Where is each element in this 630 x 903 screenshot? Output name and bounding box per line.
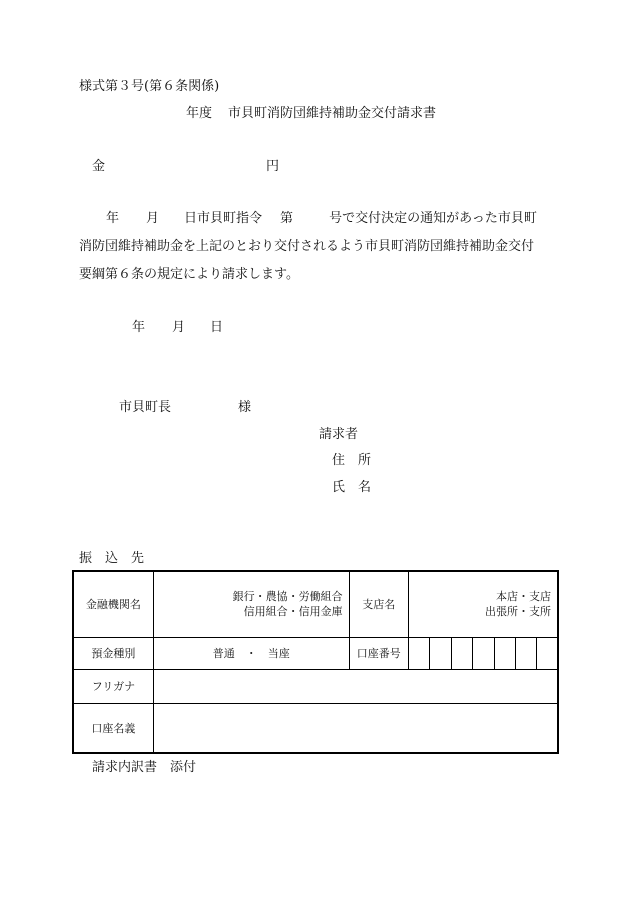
deposit-row — [73, 637, 558, 669]
body-text-1: 号で交付決定の通知があった市貝町 — [329, 211, 537, 226]
bank-row — [73, 571, 558, 637]
amount-unit: 円 — [266, 159, 280, 174]
account-holder-label: 口座名義 — [73, 703, 153, 753]
addressee — [119, 400, 251, 416]
bank-types-line-1: 銀行・農協・労働組合 — [232, 590, 343, 604]
account-digit-cell — [408, 637, 429, 669]
date-year: 年 — [132, 320, 146, 335]
account-holder-row — [73, 703, 558, 753]
account-number-label: 口座番号 — [349, 637, 408, 669]
body-day-prefix: 日市貝町指令 — [184, 211, 263, 226]
account-digit-cell — [429, 637, 451, 669]
branch-types — [408, 571, 558, 637]
addressee-honorific: 様 — [238, 400, 252, 415]
body-line-2: 消防団維持補助金を上記のとおり交付されるよう市貝町消防団維持補助金交付 — [79, 239, 535, 254]
body-line-1 — [106, 211, 537, 227]
account-digit-cell — [516, 637, 537, 669]
date-day: 日 — [210, 320, 224, 335]
date-month: 月 — [172, 320, 186, 335]
body-month: 月 — [146, 211, 160, 226]
account-digit-cell — [452, 637, 473, 669]
body-year: 年 — [106, 211, 120, 226]
deposit-type-label: 預金種別 — [73, 637, 153, 669]
account-digit-cell — [495, 637, 516, 669]
bank-account-table — [72, 570, 559, 754]
account-digit-cell — [473, 637, 495, 669]
branch-types-line-2: 出張所・支所 — [485, 605, 551, 619]
branch-label: 支店名 — [349, 571, 408, 637]
furigana-row — [73, 669, 558, 703]
bank-types-line-2: 信用組合・信用金庫 — [243, 605, 343, 619]
date-line — [132, 320, 223, 336]
furigana-value — [153, 669, 558, 703]
body-line-3: 要綱第６条の規定により請求します。 — [79, 267, 299, 282]
deposit-types: 普通 ・ 当座 — [153, 637, 349, 669]
requester-name-label: 氏 名 — [332, 480, 372, 495]
form-number: 様式第３号(第６条関係) — [79, 79, 220, 94]
addressee-name: 市貝町長 — [119, 400, 172, 415]
account-digit-cell — [537, 637, 558, 669]
requester-label: 請求者 — [319, 427, 359, 442]
bank-label: 金融機関名 — [73, 571, 153, 637]
title-year: 年度 — [186, 106, 213, 121]
amount-label: 金 — [92, 159, 106, 174]
document-title — [186, 106, 436, 122]
branch-types-line-1: 本店・支店 — [496, 590, 551, 604]
body-number-label: 第 — [280, 211, 294, 226]
account-holder-value — [153, 703, 558, 753]
transfer-heading: 振 込 先 — [79, 551, 145, 566]
furigana-label: フリガナ — [73, 669, 153, 703]
requester-address-label: 住 所 — [332, 453, 372, 468]
attachment-note: 請求内訳書 添付 — [92, 760, 197, 775]
title-text: 市貝町消防団維持補助金交付請求書 — [228, 106, 437, 121]
bank-types — [153, 571, 349, 637]
